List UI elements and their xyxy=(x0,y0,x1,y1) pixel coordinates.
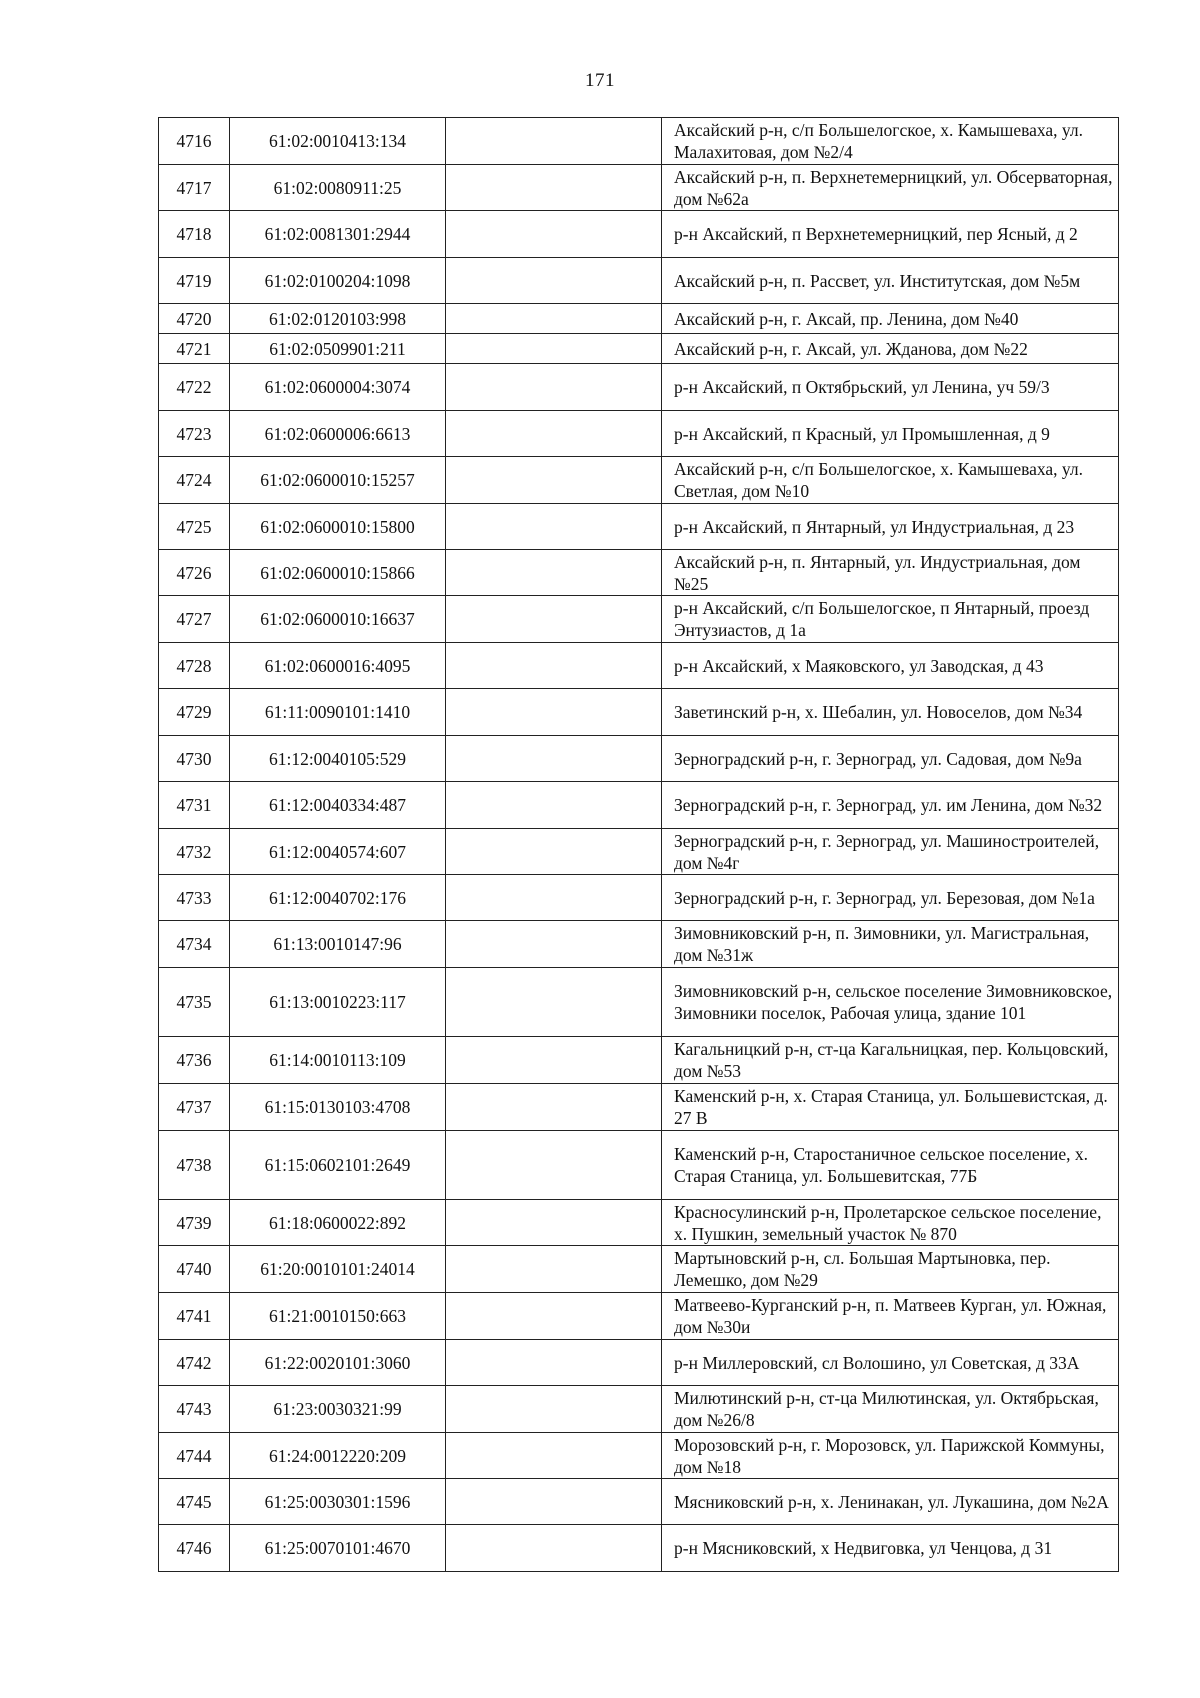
empty-cell xyxy=(446,1433,662,1479)
cadastral-number-cell: 61:02:0120103:998 xyxy=(230,304,446,334)
row-number-cell: 4726 xyxy=(159,550,230,596)
empty-cell xyxy=(446,1131,662,1200)
address-cell xyxy=(662,364,1119,411)
address-text: Аксайский р-н, п. Янтарный, ул. Индустриальная, дом №25 xyxy=(674,551,1081,594)
address-cell xyxy=(662,258,1119,304)
address-cell xyxy=(662,736,1119,782)
cadastral-number-cell: 61:25:0070101:4670 xyxy=(230,1525,446,1572)
table-row xyxy=(159,1479,1119,1525)
row-number-cell: 4721 xyxy=(159,334,230,364)
empty-cell xyxy=(446,1037,662,1084)
address-text: р-н Аксайский, с/п Большелогское, п Янтарный, проезд Энтузиастов, д 1а xyxy=(674,598,1090,640)
address-cell xyxy=(662,304,1119,334)
address-text: р-н Аксайский, п Красный, ул Промышленная, д 9 xyxy=(674,423,1050,444)
address-cell xyxy=(662,334,1119,364)
cadastral-number-cell: 61:12:0040334:487 xyxy=(230,782,446,829)
empty-cell xyxy=(446,829,662,875)
cadastral-number-cell: 61:13:0010147:96 xyxy=(230,921,446,968)
cadastral-number-cell: 61:24:0012220:209 xyxy=(230,1433,446,1479)
address-text: Зерноградский р-н, г. Зерноград, ул. им Ленина, дом №32 xyxy=(674,795,1103,815)
address-text: Зимовниковский р-н, сельское поселение Зимовниковское, Зимовники поселок, Рабочая улица, здание 101 xyxy=(674,981,1113,1023)
row-number-cell: 4733 xyxy=(159,875,230,921)
address-cell xyxy=(662,782,1119,829)
row-number-cell: 4729 xyxy=(159,689,230,736)
address-text: Морозовский р-н, г. Морозовск, ул. Парижской Коммуны, дом №18 xyxy=(674,1434,1105,1477)
table-row xyxy=(159,1386,1119,1433)
cadastral-number-cell: 61:02:0600010:15800 xyxy=(230,504,446,550)
address-cell xyxy=(662,1340,1119,1386)
table-row xyxy=(159,1433,1119,1479)
cadastral-number-cell: 61:12:0040702:176 xyxy=(230,875,446,921)
address-cell xyxy=(662,1200,1119,1246)
table-row xyxy=(159,334,1119,364)
row-number-cell: 4718 xyxy=(159,211,230,258)
row-number-cell: 4746 xyxy=(159,1525,230,1572)
row-number-cell: 4720 xyxy=(159,304,230,334)
table-row xyxy=(159,411,1119,457)
address-cell xyxy=(662,1386,1119,1433)
cadastral-number-cell: 61:02:0509901:211 xyxy=(230,334,446,364)
address-cell xyxy=(662,211,1119,258)
row-number-cell: 4741 xyxy=(159,1293,230,1340)
row-number-cell: 4717 xyxy=(159,165,230,211)
empty-cell xyxy=(446,411,662,457)
address-cell xyxy=(662,165,1119,211)
table-row xyxy=(159,211,1119,258)
cadastral-number-cell: 61:20:0010101:24014 xyxy=(230,1246,446,1293)
address-text: Каменский р-н, х. Старая Станица, ул. Большевистская, д. 27 В xyxy=(674,1086,1108,1128)
table-row xyxy=(159,875,1119,921)
table-row xyxy=(159,1340,1119,1386)
cadastral-number-cell: 61:15:0602101:2649 xyxy=(230,1131,446,1200)
table-row xyxy=(159,829,1119,875)
cadastral-number-cell: 61:12:0040105:529 xyxy=(230,736,446,782)
address-cell xyxy=(662,118,1119,165)
empty-cell xyxy=(446,689,662,736)
table-row xyxy=(159,258,1119,304)
address-text: р-н Мясниковский, х Недвиговка, ул Ченцова, д 31 xyxy=(674,1538,1053,1558)
table-row xyxy=(159,118,1119,165)
cadastral-number-cell: 61:25:0030301:1596 xyxy=(230,1479,446,1525)
cadastral-number-cell: 61:13:0010223:117 xyxy=(230,968,446,1037)
row-number-cell: 4736 xyxy=(159,1037,230,1084)
address-cell xyxy=(662,504,1119,550)
row-number-cell: 4744 xyxy=(159,1433,230,1479)
address-cell xyxy=(662,1131,1119,1200)
empty-cell xyxy=(446,1525,662,1572)
address-text: Матвеево-Курганский р-н, п. Матвеев Курган, ул. Южная, дом №30и xyxy=(674,1295,1107,1337)
cadastral-number-cell: 61:02:0600010:15866 xyxy=(230,550,446,596)
table-row xyxy=(159,304,1119,334)
empty-cell xyxy=(446,1340,662,1386)
cadastral-number-cell: 61:02:0600004:3074 xyxy=(230,364,446,411)
table-row xyxy=(159,1084,1119,1131)
row-number-cell: 4737 xyxy=(159,1084,230,1131)
address-cell xyxy=(662,829,1119,875)
address-cell xyxy=(662,550,1119,596)
cadastral-number-cell: 61:02:0600006:6613 xyxy=(230,411,446,457)
empty-cell xyxy=(446,782,662,829)
address-text: р-н Миллеровский, сл Волошино, ул Советская, д 33А xyxy=(674,1352,1080,1373)
address-text: Зерноградский р-н, г. Зерноград, ул. Березовая, дом №1а xyxy=(674,887,1095,908)
address-text: Зимовниковский р-н, п. Зимовники, ул. Магистральная, дом №31ж xyxy=(674,923,1090,965)
address-cell xyxy=(662,968,1119,1037)
address-text: Аксайский р-н, с/п Большелогское, х. Камышеваха, ул. Малахитовая, дом №2/4 xyxy=(674,120,1084,162)
empty-cell xyxy=(446,550,662,596)
empty-cell xyxy=(446,875,662,921)
row-number-cell: 4725 xyxy=(159,504,230,550)
row-number-cell: 4734 xyxy=(159,921,230,968)
empty-cell xyxy=(446,211,662,258)
row-number-cell: 4739 xyxy=(159,1200,230,1246)
address-cell xyxy=(662,643,1119,689)
address-cell xyxy=(662,1037,1119,1084)
cadastral-number-cell: 61:22:0020101:3060 xyxy=(230,1340,446,1386)
row-number-cell: 4735 xyxy=(159,968,230,1037)
address-text: Каменский р-н, Старостаничное сельское поселение, х. Старая Станица, ул. Большевитская, 77Б xyxy=(674,1144,1089,1186)
address-cell xyxy=(662,1433,1119,1479)
table-row xyxy=(159,689,1119,736)
row-number-cell: 4730 xyxy=(159,736,230,782)
empty-cell xyxy=(446,334,662,364)
empty-cell xyxy=(446,596,662,643)
address-text: Зерноградский р-н, г. Зерноград, ул. Садовая, дом №9а xyxy=(674,748,1082,769)
table-row xyxy=(159,643,1119,689)
address-text: Аксайский р-н, г. Аксай, пр. Ленина, дом №40 xyxy=(674,308,1019,329)
address-text: Аксайский р-н, с/п Большелогское, х. Камышеваха, ул. Светлая, дом №10 xyxy=(674,459,1084,501)
cadastral-number-cell: 61:11:0090101:1410 xyxy=(230,689,446,736)
address-text: р-н Аксайский, п Октябрьский, ул Ленина, уч 59/3 xyxy=(674,377,1050,397)
empty-cell xyxy=(446,165,662,211)
row-number-cell: 4738 xyxy=(159,1131,230,1200)
empty-cell xyxy=(446,921,662,968)
table-row xyxy=(159,1037,1119,1084)
empty-cell xyxy=(446,968,662,1037)
address-cell xyxy=(662,1525,1119,1572)
table-row xyxy=(159,504,1119,550)
cadastral-number-cell: 61:12:0040574:607 xyxy=(230,829,446,875)
empty-cell xyxy=(446,258,662,304)
address-text: Аксайский р-н, г. Аксай, ул. Жданова, дом №22 xyxy=(674,338,1028,359)
cadastral-number-cell: 61:21:0010150:663 xyxy=(230,1293,446,1340)
address-text: Зерноградский р-н, г. Зерноград, ул. Машиностроителей, дом №4г xyxy=(674,830,1100,873)
row-number-cell: 4722 xyxy=(159,364,230,411)
table-row xyxy=(159,782,1119,829)
address-text: Кагальницкий р-н, ст-ца Кагальницкая, пер. Кольцовский, дом №53 xyxy=(674,1039,1109,1081)
table-row xyxy=(159,364,1119,411)
cadastral-number-cell: 61:18:0600022:892 xyxy=(230,1200,446,1246)
address-text: р-н Аксайский, п Янтарный, ул Индустриальная, д 23 xyxy=(674,516,1075,537)
table-body xyxy=(159,118,1119,1572)
row-number-cell: 4731 xyxy=(159,782,230,829)
row-number-cell: 4732 xyxy=(159,829,230,875)
cadastral-number-cell: 61:02:0081301:2944 xyxy=(230,211,446,258)
row-number-cell: 4745 xyxy=(159,1479,230,1525)
address-cell xyxy=(662,411,1119,457)
address-cell xyxy=(662,1479,1119,1525)
address-text: р-н Аксайский, х Маяковского, ул Заводская, д 43 xyxy=(674,655,1044,676)
table-row xyxy=(159,1293,1119,1340)
address-text: Заветинский р-н, х. Шебалин, ул. Новоселов, дом №34 xyxy=(674,702,1083,722)
table-row xyxy=(159,1200,1119,1246)
empty-cell xyxy=(446,1084,662,1131)
table-row xyxy=(159,550,1119,596)
page-number: 171 xyxy=(585,70,615,91)
row-number-cell: 4727 xyxy=(159,596,230,643)
empty-cell xyxy=(446,643,662,689)
empty-cell xyxy=(446,1479,662,1525)
row-number-cell: 4742 xyxy=(159,1340,230,1386)
empty-cell xyxy=(446,504,662,550)
empty-cell xyxy=(446,1246,662,1293)
empty-cell xyxy=(446,118,662,165)
address-cell xyxy=(662,457,1119,504)
address-text: Аксайский р-н, п. Верхнетемерницкий, ул. Обсерваторная, дом №62а xyxy=(674,166,1113,209)
table-row xyxy=(159,1131,1119,1200)
cadastral-number-cell: 61:15:0130103:4708 xyxy=(230,1084,446,1131)
empty-cell xyxy=(446,1200,662,1246)
address-cell xyxy=(662,689,1119,736)
cadastral-number-cell: 61:02:0080911:25 xyxy=(230,165,446,211)
empty-cell xyxy=(446,304,662,334)
empty-cell xyxy=(446,1386,662,1433)
row-number-cell: 4728 xyxy=(159,643,230,689)
cadastral-number-cell: 61:02:0600010:15257 xyxy=(230,457,446,504)
property-registry-table xyxy=(158,117,1119,1572)
table-row xyxy=(159,457,1119,504)
empty-cell xyxy=(446,364,662,411)
cadastral-number-cell: 61:14:0010113:109 xyxy=(230,1037,446,1084)
cadastral-number-cell: 61:02:0600016:4095 xyxy=(230,643,446,689)
cadastral-number-cell: 61:23:0030321:99 xyxy=(230,1386,446,1433)
address-text: Аксайский р-н, п. Рассвет, ул. Институтская, дом №5м xyxy=(674,270,1081,291)
row-number-cell: 4716 xyxy=(159,118,230,165)
cadastral-number-cell: 61:02:0010413:134 xyxy=(230,118,446,165)
address-cell xyxy=(662,1246,1119,1293)
cadastral-number-cell: 61:02:0100204:1098 xyxy=(230,258,446,304)
cadastral-number-cell: 61:02:0600010:16637 xyxy=(230,596,446,643)
table-row xyxy=(159,1246,1119,1293)
table-row xyxy=(159,736,1119,782)
address-text: Мясниковский р-н, х. Ленинакан, ул. Лукашина, дом №2А xyxy=(674,1491,1109,1512)
empty-cell xyxy=(446,457,662,504)
row-number-cell: 4740 xyxy=(159,1246,230,1293)
address-text: Красносулинский р-н, Пролетарское сельское поселение, х. Пушкин, земельный участок № 870 xyxy=(674,1201,1102,1244)
address-cell xyxy=(662,1084,1119,1131)
address-text: Мартыновский р-н, сл. Большая Мартыновка, пер. Лемешко, дом №29 xyxy=(674,1248,1051,1290)
row-number-cell: 4723 xyxy=(159,411,230,457)
address-text: Милютинский р-н, ст-ца Милютинская, ул. Октябрьская, дом №26/8 xyxy=(674,1388,1099,1430)
empty-cell xyxy=(446,736,662,782)
table-row xyxy=(159,165,1119,211)
row-number-cell: 4719 xyxy=(159,258,230,304)
empty-cell xyxy=(446,1293,662,1340)
address-cell xyxy=(662,921,1119,968)
table-row xyxy=(159,968,1119,1037)
address-text: р-н Аксайский, п Верхнетемерницкий, пер Ясный, д 2 xyxy=(674,224,1078,244)
address-cell xyxy=(662,1293,1119,1340)
row-number-cell: 4724 xyxy=(159,457,230,504)
address-cell xyxy=(662,596,1119,643)
table-row xyxy=(159,1525,1119,1572)
address-cell xyxy=(662,875,1119,921)
table-row xyxy=(159,596,1119,643)
table-row xyxy=(159,921,1119,968)
row-number-cell: 4743 xyxy=(159,1386,230,1433)
